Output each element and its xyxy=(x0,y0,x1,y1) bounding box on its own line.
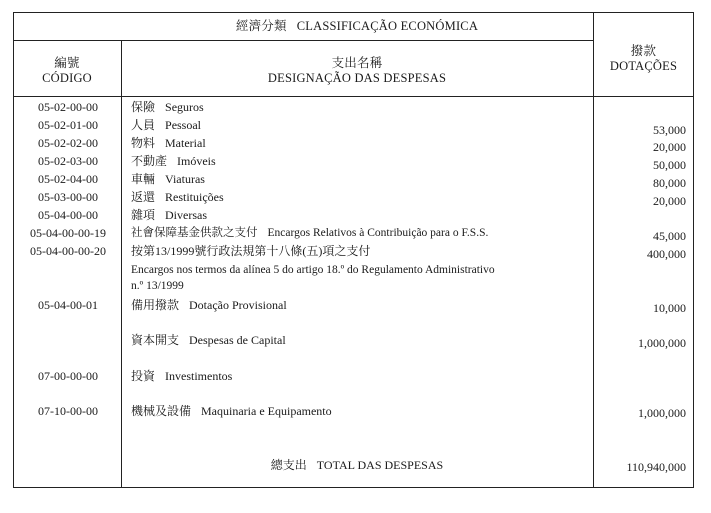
row-designation-detail: Encargos nos termos da alínea 5 do artigo 18.º do Regulamento Administrativo xyxy=(131,264,495,276)
row-amount: 10,000 xyxy=(653,301,686,315)
row-code: 05-04-00-01 xyxy=(38,298,98,312)
designation-heading-zh: 支出名稱 xyxy=(331,56,383,70)
row-amount: 400,000 xyxy=(647,247,686,261)
row-amount: 1,000,000 xyxy=(638,336,686,350)
row-designation: 物料 Material xyxy=(131,136,206,150)
row-amount: 45,000 xyxy=(653,229,686,243)
code-heading-zh: 編號 xyxy=(54,56,80,70)
row-amount: 20,000 xyxy=(653,140,686,154)
row-amount: 1,000,000 xyxy=(638,406,686,420)
row-designation-detail: n.º 13/1999 xyxy=(131,280,184,292)
code-heading-pt: CÓDIGO xyxy=(42,71,92,85)
row-code: 05-02-02-00 xyxy=(38,136,98,150)
row-code: 05-02-03-00 xyxy=(38,154,98,168)
total-amount: 110,940,000 xyxy=(626,460,686,474)
allocation-heading-pt: DOTAÇÕES xyxy=(609,59,678,73)
row-designation: 備用撥款 Dotação Provisional xyxy=(131,298,287,312)
row-designation: 車輛 Viaturas xyxy=(131,172,205,186)
row-designation: 按第13/1999號行政法規第十八條(五)項之支付 xyxy=(131,244,371,258)
row-amount: 80,000 xyxy=(653,176,686,190)
row-designation: 資本開支 Despesas de Capital xyxy=(131,333,286,347)
row-code: 05-03-00-00 xyxy=(38,190,98,204)
row-code: 05-04-00-00 xyxy=(38,208,98,222)
divider-designation-amount xyxy=(593,12,594,488)
designation-heading-pt: DESIGNAÇÃO DAS DESPESAS xyxy=(267,71,447,85)
row-code: 05-04-00-00-19 xyxy=(30,226,106,240)
row-amount: 50,000 xyxy=(653,158,686,172)
divider-classification xyxy=(13,40,593,41)
row-code: 07-00-00-00 xyxy=(38,369,98,383)
row-designation: 不動產 Imóveis xyxy=(131,154,216,168)
row-designation: 雜項 Diversas xyxy=(131,208,208,222)
classification-heading: 經濟分類 CLASSIFICAÇÃO ECONÓMICA xyxy=(235,19,479,33)
divider-header-body xyxy=(13,96,694,97)
row-code: 05-02-04-00 xyxy=(38,172,98,186)
row-code: 05-04-00-00-20 xyxy=(30,244,106,258)
row-designation: 人員 Pessoal xyxy=(131,118,202,132)
row-code: 05-02-01-00 xyxy=(38,118,98,132)
row-code: 07-10-00-00 xyxy=(38,404,98,418)
row-designation: 投資 Investimentos xyxy=(131,369,233,383)
row-designation: 保險 Seguros xyxy=(131,100,204,114)
divider-code-designation xyxy=(121,40,122,488)
row-amount: 20,000 xyxy=(653,194,686,208)
row-designation: 社會保障基金供款之支付 Encargos Relativos à Contribuição para o F.S.S. xyxy=(131,227,489,239)
row-designation: 返還 Restituições xyxy=(131,190,224,204)
allocation-heading-zh: 撥款 xyxy=(630,44,657,58)
row-code: 05-02-00-00 xyxy=(38,100,98,114)
total-label: 總支出 TOTAL DAS DESPESAS xyxy=(270,458,444,472)
row-amount: 53,000 xyxy=(653,123,686,137)
row-designation: 機械及設備 Maquinaria e Equipamento xyxy=(131,404,332,418)
